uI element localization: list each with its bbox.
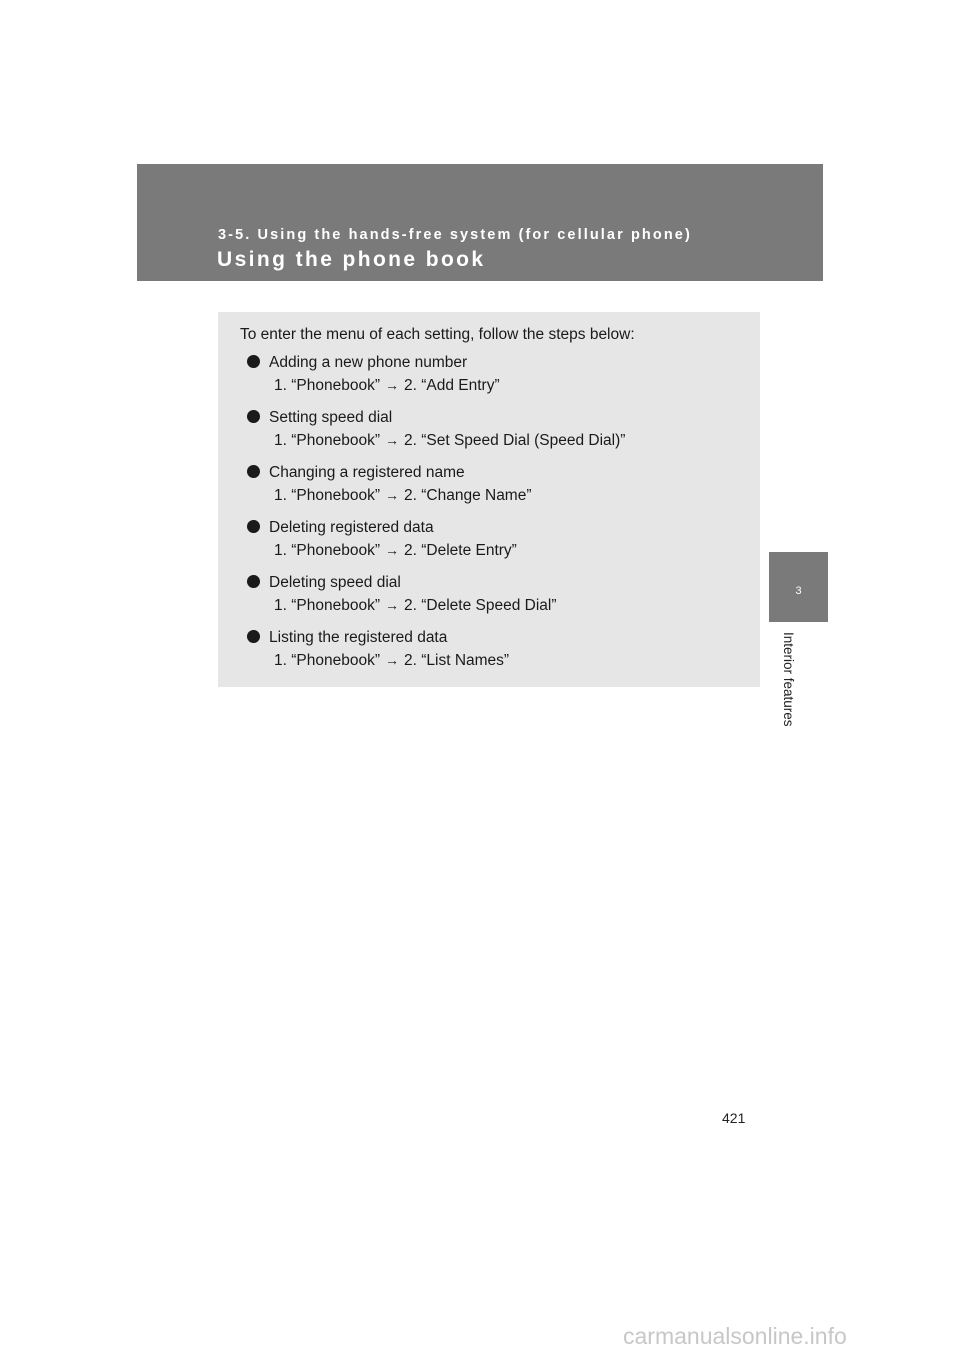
step-two: 2. “Delete Entry”	[404, 542, 517, 559]
item-steps	[247, 649, 752, 672]
step-two: 2. “Change Name”	[404, 487, 532, 504]
arrow-icon: →	[385, 487, 399, 503]
item-steps	[247, 539, 752, 562]
arrow-icon: →	[385, 597, 399, 613]
bullet-icon	[247, 520, 260, 533]
page-number: 421	[722, 1110, 746, 1126]
section-label: 3-5. Using the hands-free system (for cellular phone)	[218, 227, 692, 243]
bullet-icon	[247, 630, 260, 643]
item-steps	[247, 594, 752, 617]
item-title	[247, 352, 752, 374]
list-item	[247, 627, 752, 672]
item-title-text: Listing the registered data	[269, 629, 448, 646]
bullet-icon	[247, 465, 260, 478]
bullet-icon	[247, 355, 260, 368]
chapter-number: 3	[795, 585, 802, 597]
step-two: 2. “Add Entry”	[404, 377, 500, 394]
item-title-text: Changing a registered name	[269, 464, 465, 481]
arrow-icon: →	[385, 652, 399, 668]
step-one: 1. “Phonebook”	[274, 377, 380, 394]
chapter-tab	[769, 552, 828, 622]
item-title	[247, 407, 752, 429]
item-steps	[247, 484, 752, 507]
arrow-icon: →	[385, 377, 399, 393]
item-title-text: Deleting registered data	[269, 519, 434, 536]
item-title-text: Adding a new phone number	[269, 354, 468, 371]
arrow-icon: →	[385, 542, 399, 558]
item-title	[247, 462, 752, 484]
watermark: carmanualsonline.info	[623, 1323, 847, 1349]
step-two: 2. “List Names”	[404, 652, 510, 669]
chapter-name: Interior features	[781, 632, 796, 727]
step-one: 1. “Phonebook”	[274, 487, 380, 504]
bullet-icon	[247, 575, 260, 588]
step-one: 1. “Phonebook”	[274, 542, 380, 559]
intro-text: To enter the menu of each setting, follow the steps below:	[240, 326, 635, 343]
list-item	[247, 572, 752, 617]
list-item	[247, 407, 752, 452]
item-steps	[247, 429, 752, 452]
item-title	[247, 517, 752, 539]
item-title-text: Deleting speed dial	[269, 574, 401, 591]
item-title	[247, 627, 752, 649]
step-one: 1. “Phonebook”	[274, 652, 380, 669]
step-two: 2. “Set Speed Dial (Speed Dial)”	[404, 432, 626, 449]
info-box	[218, 312, 760, 687]
step-one: 1. “Phonebook”	[274, 597, 380, 614]
header-band	[137, 164, 823, 281]
list-item	[247, 462, 752, 507]
list-item	[247, 517, 752, 562]
page-title: Using the phone book	[217, 248, 486, 271]
step-two: 2. “Delete Speed Dial”	[404, 597, 557, 614]
arrow-icon: →	[385, 432, 399, 448]
list-item	[247, 352, 752, 397]
item-steps	[247, 374, 752, 397]
step-one: 1. “Phonebook”	[274, 432, 380, 449]
item-title-text: Setting speed dial	[269, 409, 393, 426]
item-title	[247, 572, 752, 594]
bullet-icon	[247, 410, 260, 423]
